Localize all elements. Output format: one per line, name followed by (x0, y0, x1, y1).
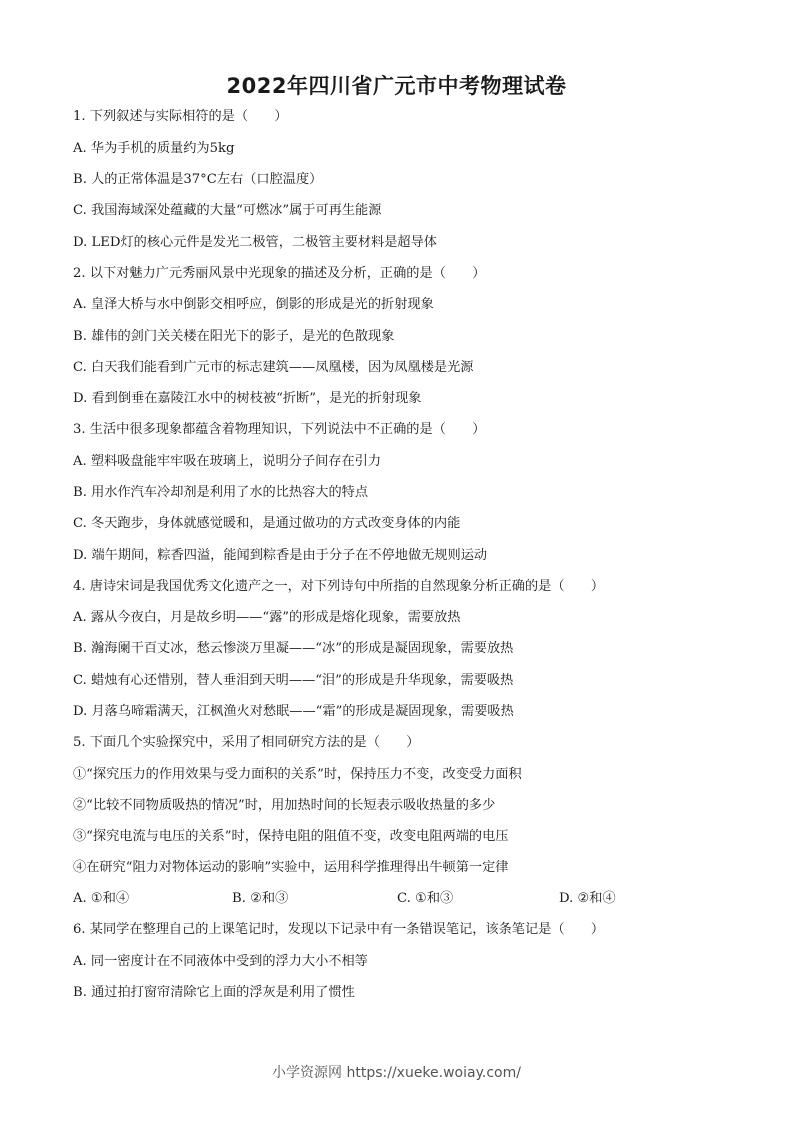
question-5-statement-1: ①“探究压力的作用效果与受力面积的关系”时，保持压力不变，改变受力面积 (73, 767, 522, 782)
question-5-statement-3: ③“探究电流与电压的关系”时，保持电阻的阻值不变，改变电阻两端的电压 (73, 829, 509, 844)
question-3-option-d: D. 端午期间，粽香四溢，能闻到粽香是由于分子在不停地做无规则运动 (73, 548, 488, 563)
question-2-option-d: D. 看到倒垂在嘉陵江水中的树枝被“折断”，是光的折射现象 (73, 391, 422, 406)
question-3-option-a: A. 塑料吸盘能牢牢吸在玻璃上，说明分子间存在引力 (73, 454, 382, 469)
question-4-option-c: C. 蜡烛有心还惜别，替人垂泪到天明——“泪”的形成是升华现象，需要吸热 (73, 673, 514, 688)
question-2-option-b: B. 雄伟的剑门关关楼在阳光下的影子，是光的色散现象 (73, 329, 395, 344)
footer-watermark: 小学资源网 https://xueke.woiay.com/ (272, 1065, 521, 1081)
question-2-option-a: A. 皇泽大桥与水中倒影交相呼应，倒影的形成是光的折射现象 (73, 297, 434, 312)
question-1-option-c: C. 我国海域深处蕴藏的大量“可燃冰”属于可再生能源 (73, 203, 382, 218)
question-5-option-d: D. ②和④ (559, 891, 616, 906)
question-3-option-b: B. 用水作汽车冷却剂是利用了水的比热容大的特点 (73, 485, 369, 500)
question-5-stem: 5. 下面几个实验探究中，采用了相同研究方法的是（ ） (73, 735, 420, 750)
question-3-option-c: C. 冬天跑步，身体就感觉暖和，是通过做功的方式改变身体的内能 (73, 516, 461, 531)
question-5-option-a: A. ①和④ (73, 891, 130, 906)
question-5-option-b: B. ②和③ (232, 891, 289, 906)
question-1-option-b: B. 人的正常体温是37°C左右（口腔温度） (73, 172, 323, 187)
question-5-statement-4: ④在研究“阻力对物体运动的影响”实验中，运用科学推理得出牛顿第一定律 (73, 860, 509, 875)
question-4-option-a: A. 露从今夜白，月是故乡明——“露”的形成是熔化现象，需要放热 (73, 610, 461, 625)
question-6-option-a: A. 同一密度计在不同液体中受到的浮力大小不相等 (73, 954, 368, 969)
question-1-stem: 1. 下列叙述与实际相符的是（ ） (73, 109, 288, 124)
question-2-option-c: C. 白天我们能看到广元市的标志建筑——凤凰楼，因为凤凰楼是光源 (73, 360, 474, 375)
question-4-option-b: B. 瀚海阑干百丈冰，愁云惨淡万里凝——“冰”的形成是凝固现象，需要放热 (73, 641, 514, 656)
question-6-stem: 6. 某同学在整理自己的上课笔记时，发现以下记录中有一条错误笔记，该条笔记是（ ） (73, 922, 605, 937)
question-5-statement-2: ②“比较不同物质吸热的情况”时，用加热时间的长短表示吸收热量的多少 (73, 798, 496, 813)
question-5-option-c: C. ①和③ (397, 891, 454, 906)
question-2-stem: 2. 以下对魅力广元秀丽风景中光现象的描述及分析，正确的是（ ） (73, 266, 486, 281)
question-1-option-d: D. LED灯的核心元件是发光二极管，二极管主要材料是超导体 (73, 235, 437, 250)
question-6-option-b: B. 通过拍打窗帘清除它上面的浮灰是利用了惯性 (73, 985, 355, 1000)
question-4-option-d: D. 月落乌啼霜满天，江枫渔火对愁眠——“霜”的形成是凝固现象，需要吸热 (73, 704, 514, 719)
question-4-stem: 4. 唐诗宋词是我国优秀文化遗产之一，对下列诗句中所指的自然现象分析正确的是（ ） (73, 579, 605, 594)
question-1-option-a: A. 华为手机的质量约为5kg (73, 141, 235, 156)
page-title: 2022年四川省广元市中考物理试卷 (226, 74, 567, 98)
question-3-stem: 3. 生活中很多现象都蕴含着物理知识，下列说法中不正确的是（ ） (73, 422, 486, 437)
